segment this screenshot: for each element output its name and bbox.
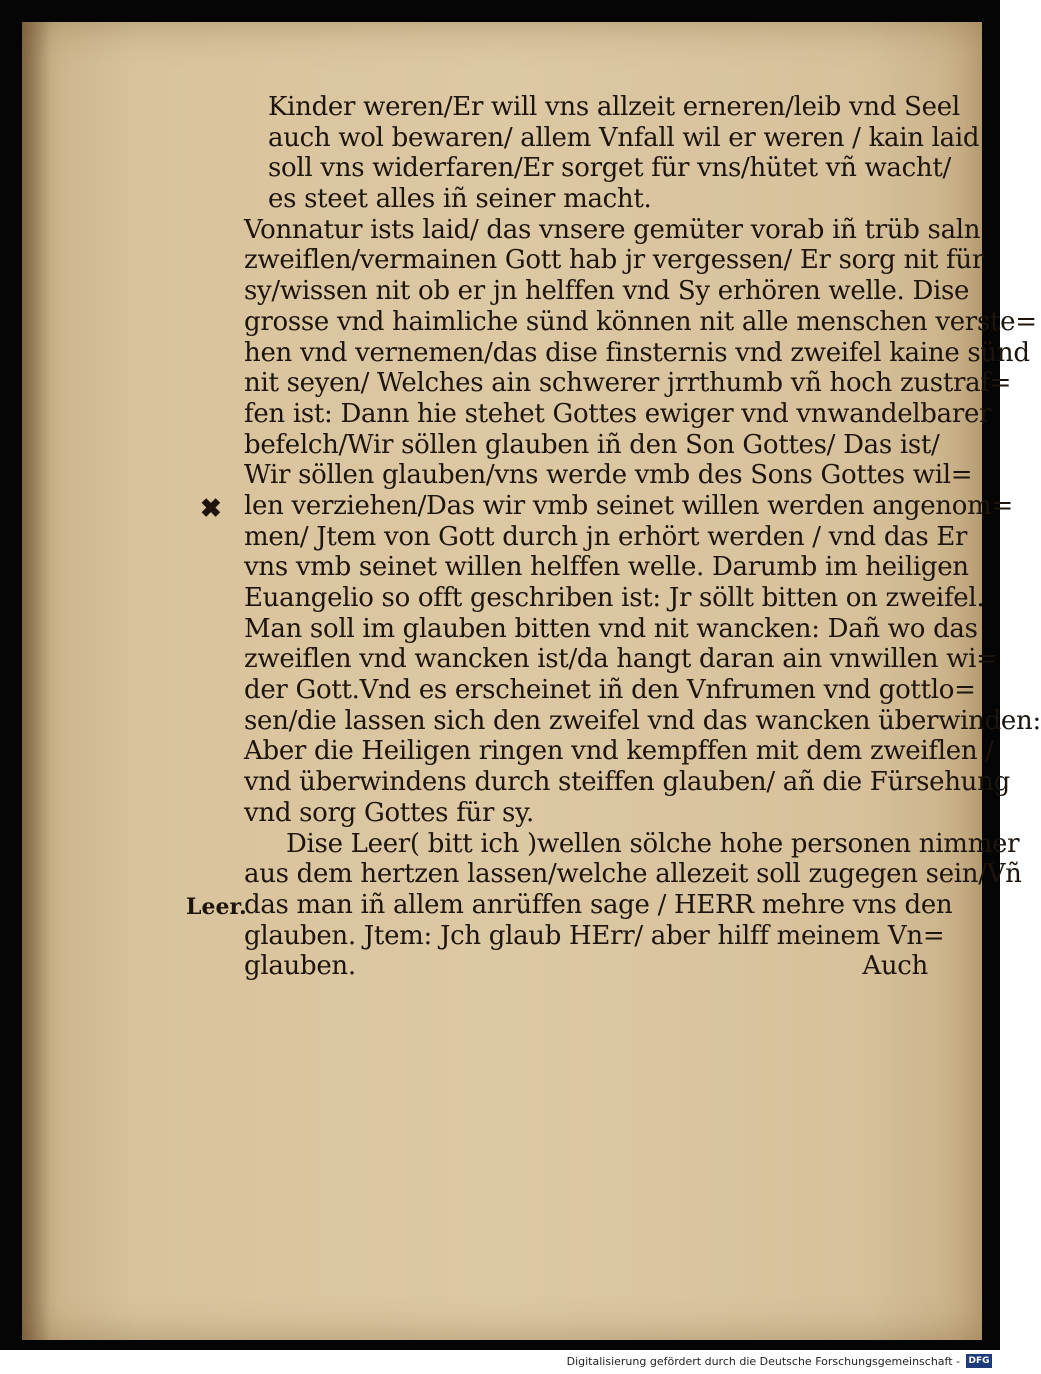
text-line: aus dem hertzen lassen/welche allezeit soll zugegen sein/Vñ bbox=[244, 859, 1022, 890]
main-text-block bbox=[244, 92, 1041, 982]
text-line: fen ist: Dann hie stehet Gottes ewiger vnd vnwandelbarer bbox=[244, 398, 992, 429]
text-line: vns vmb seinet willen helffen welle. Darumb im heiligen bbox=[244, 552, 969, 583]
text-line: grosse vnd haimliche sünd können nit alle menschen verste= bbox=[244, 306, 1037, 337]
text-line: es steet alles iñ seiner macht. bbox=[268, 184, 652, 215]
marginal-mark: ✖ bbox=[200, 494, 222, 524]
text-line: len verziehen/Das wir vmb seinet willen werden angenom= bbox=[244, 490, 1013, 521]
text-line: Vonnatur ists laid/ das vnsere gemüter vorab iñ trüb saln bbox=[244, 214, 981, 245]
footer-bar bbox=[0, 1350, 1000, 1374]
text-line: vnd sorg Gottes für sy. bbox=[244, 797, 534, 828]
text-line: das man iñ allem anrüffen sage / HERR mehre vns den bbox=[244, 889, 953, 920]
text-line: Man soll im glauben bitten vnd nit wancken: Dañ wo das bbox=[244, 613, 978, 644]
text-line: zweiflen vnd wancken ist/da hangt daran ain vnwillen wi= bbox=[244, 644, 998, 675]
catchword: Auch bbox=[862, 951, 928, 982]
text-line: Euangelio so offt geschriben ist: Jr söllt bitten on zweifel. bbox=[244, 583, 985, 613]
footer-credit: Digitalisierung gefördert durch die Deutsche Forschungsgemeinschaft - bbox=[566, 1355, 960, 1368]
text-line: sen/die lassen sich den zweifel vnd das wancken überwinden: bbox=[244, 705, 1041, 736]
text-line: soll vns widerfaren/Er sorget für vns/hütet vñ wacht/ bbox=[268, 153, 951, 184]
text-line: auch wol bewaren/ allem Vnfall wil er weren / kain laid bbox=[268, 122, 980, 153]
last-line bbox=[244, 951, 958, 982]
text-line: Aber die Heiligen ringen vnd kempffen mit dem zweiflen / bbox=[244, 736, 994, 767]
text-line: Kinder weren/Er will vns allzeit erneren/leib vnd Seel bbox=[268, 92, 960, 122]
text-line: vnd überwindens durch steiffen glauben/ añ die Fürsehung bbox=[244, 767, 1010, 798]
dfg-logo: DFG bbox=[966, 1354, 992, 1368]
text-line: zweiflen/vermainen Gott hab jr vergessen/ Er sorg nit für bbox=[244, 245, 984, 276]
text-line: glauben. bbox=[244, 951, 356, 982]
text-line: nit seyen/ Welches ain schwerer jrrthumb vñ hoch zustraf= bbox=[244, 368, 1012, 399]
text-line: sy/wissen nit ob er jn helffen vnd Sy erhören welle. Dise bbox=[244, 276, 970, 307]
text-line: Wir söllen glauben/vns werde vmb des Sons Gottes wil= bbox=[244, 460, 973, 491]
text-line: hen vnd vernemen/das dise finsternis vnd zweifel kaine sünd bbox=[244, 337, 1030, 368]
text-line: befelch/Wir söllen glauben iñ den Son Gottes/ Das ist/ bbox=[244, 429, 940, 460]
marginal-note: Leer. bbox=[186, 894, 247, 920]
text-line: glauben. Jtem: Jch glaub HErr/ aber hilff meinem Vn= bbox=[244, 920, 945, 951]
text-line: men/ Jtem von Gott durch jn erhört werden / vnd das Er bbox=[244, 521, 968, 552]
text-line: Dise Leer( bitt ich )wellen sölche hohe personen nimmer bbox=[286, 828, 1020, 859]
text-line: der Gott.Vnd es erscheinet iñ den Vnfrumen vnd gottlo= bbox=[244, 675, 976, 706]
